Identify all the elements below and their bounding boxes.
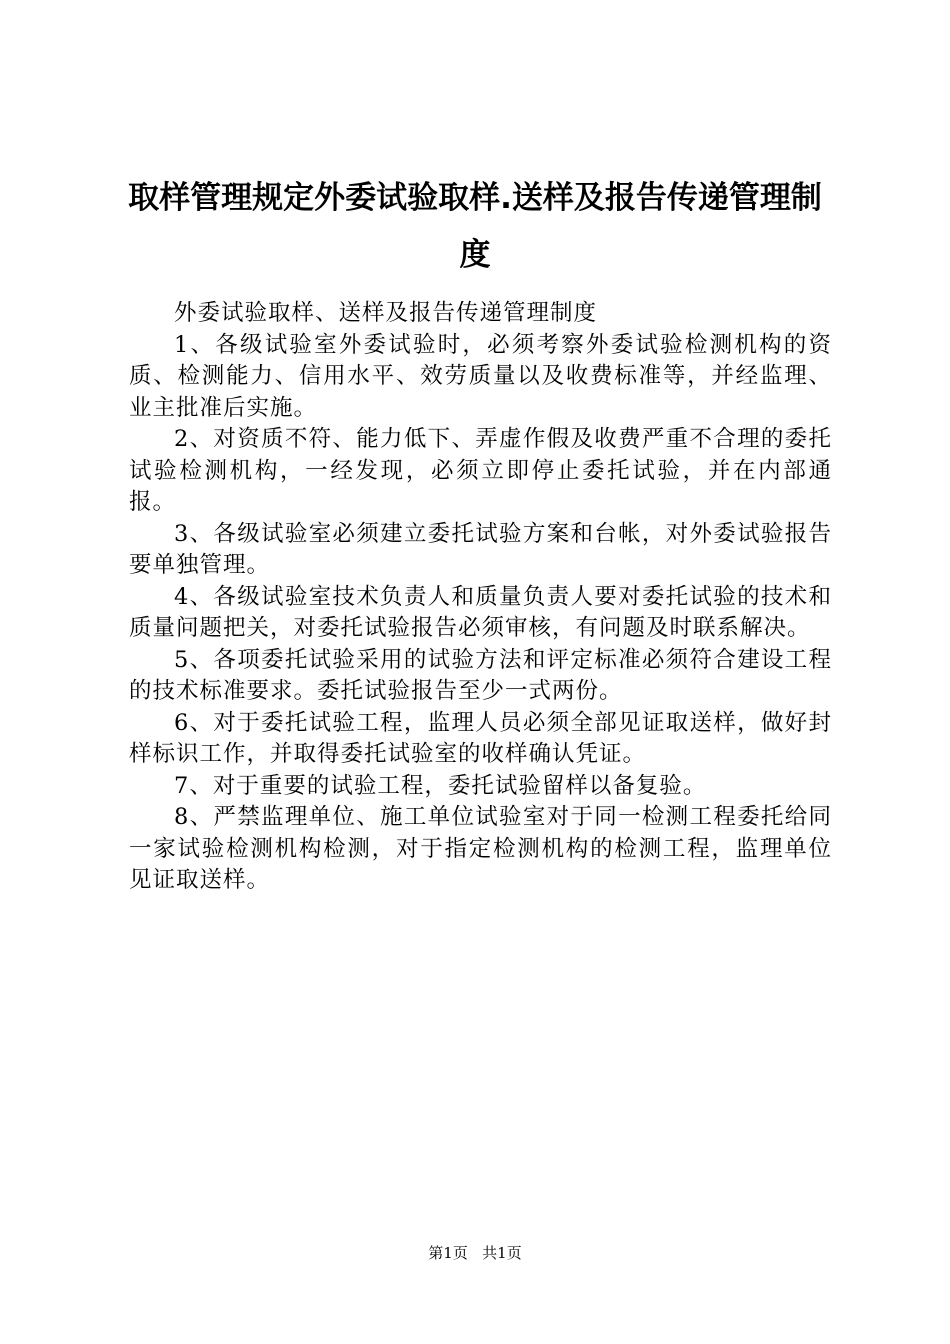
page-total: 共1页 <box>482 1244 522 1262</box>
document-body <box>129 298 832 897</box>
paragraph-item-2: 2、对资质不符、能力低下、弄虚作假及收费严重不合理的委托试验检测机构，一经发现，必须立即停止委托试验，并在内部通报。 <box>129 426 832 515</box>
paragraph-item-7: 7、对于重要的试验工程，委托试验留样以备复验。 <box>174 772 707 799</box>
footer-separator <box>473 1244 478 1262</box>
paragraph-item-8: 8、严禁监理单位、施工单位试验室对于同一检测工程委托给同一家试验检测机构检测，对于指定检测机构的检测工程，监理单位见证取送样。 <box>129 804 832 893</box>
document-title: 取样管理规定外委试验取样.送样及报告传递管理制度 <box>128 180 822 273</box>
paragraph-item-1: 1、各级试验室外委试验时，必须考察外委试验检测机构的资质、检测能力、信用水平、效劳质量以及收费标准等，并经监理、业主批准后实施。 <box>129 331 832 421</box>
page-number: 第1页 <box>428 1244 468 1262</box>
page-footer <box>0 1243 950 1263</box>
paragraph-item-5: 5、各项委托试验采用的试验方法和评定标准必须符合建设工程的技术标准要求。委托试验报告至少一式两份。 <box>129 646 832 704</box>
paragraph-item-6: 6、对于委托试验工程，监理人员必须全部见证取送样，做好封样标识工作，并取得委托试验室的收样确认凭证。 <box>129 709 832 767</box>
paragraph-item-4: 4、各级试验室技术负责人和质量负责人要对委托试验的技术和质量问题把关，对委托试验报告必须审核，有问题及时联系解决。 <box>129 583 832 641</box>
paragraph-heading: 外委试验取样、送样及报告传递管理制度 <box>174 300 598 326</box>
paragraph-item-3: 3、各级试验室必须建立委托试验方案和台帐，对外委试验报告要单独管理。 <box>129 520 832 578</box>
